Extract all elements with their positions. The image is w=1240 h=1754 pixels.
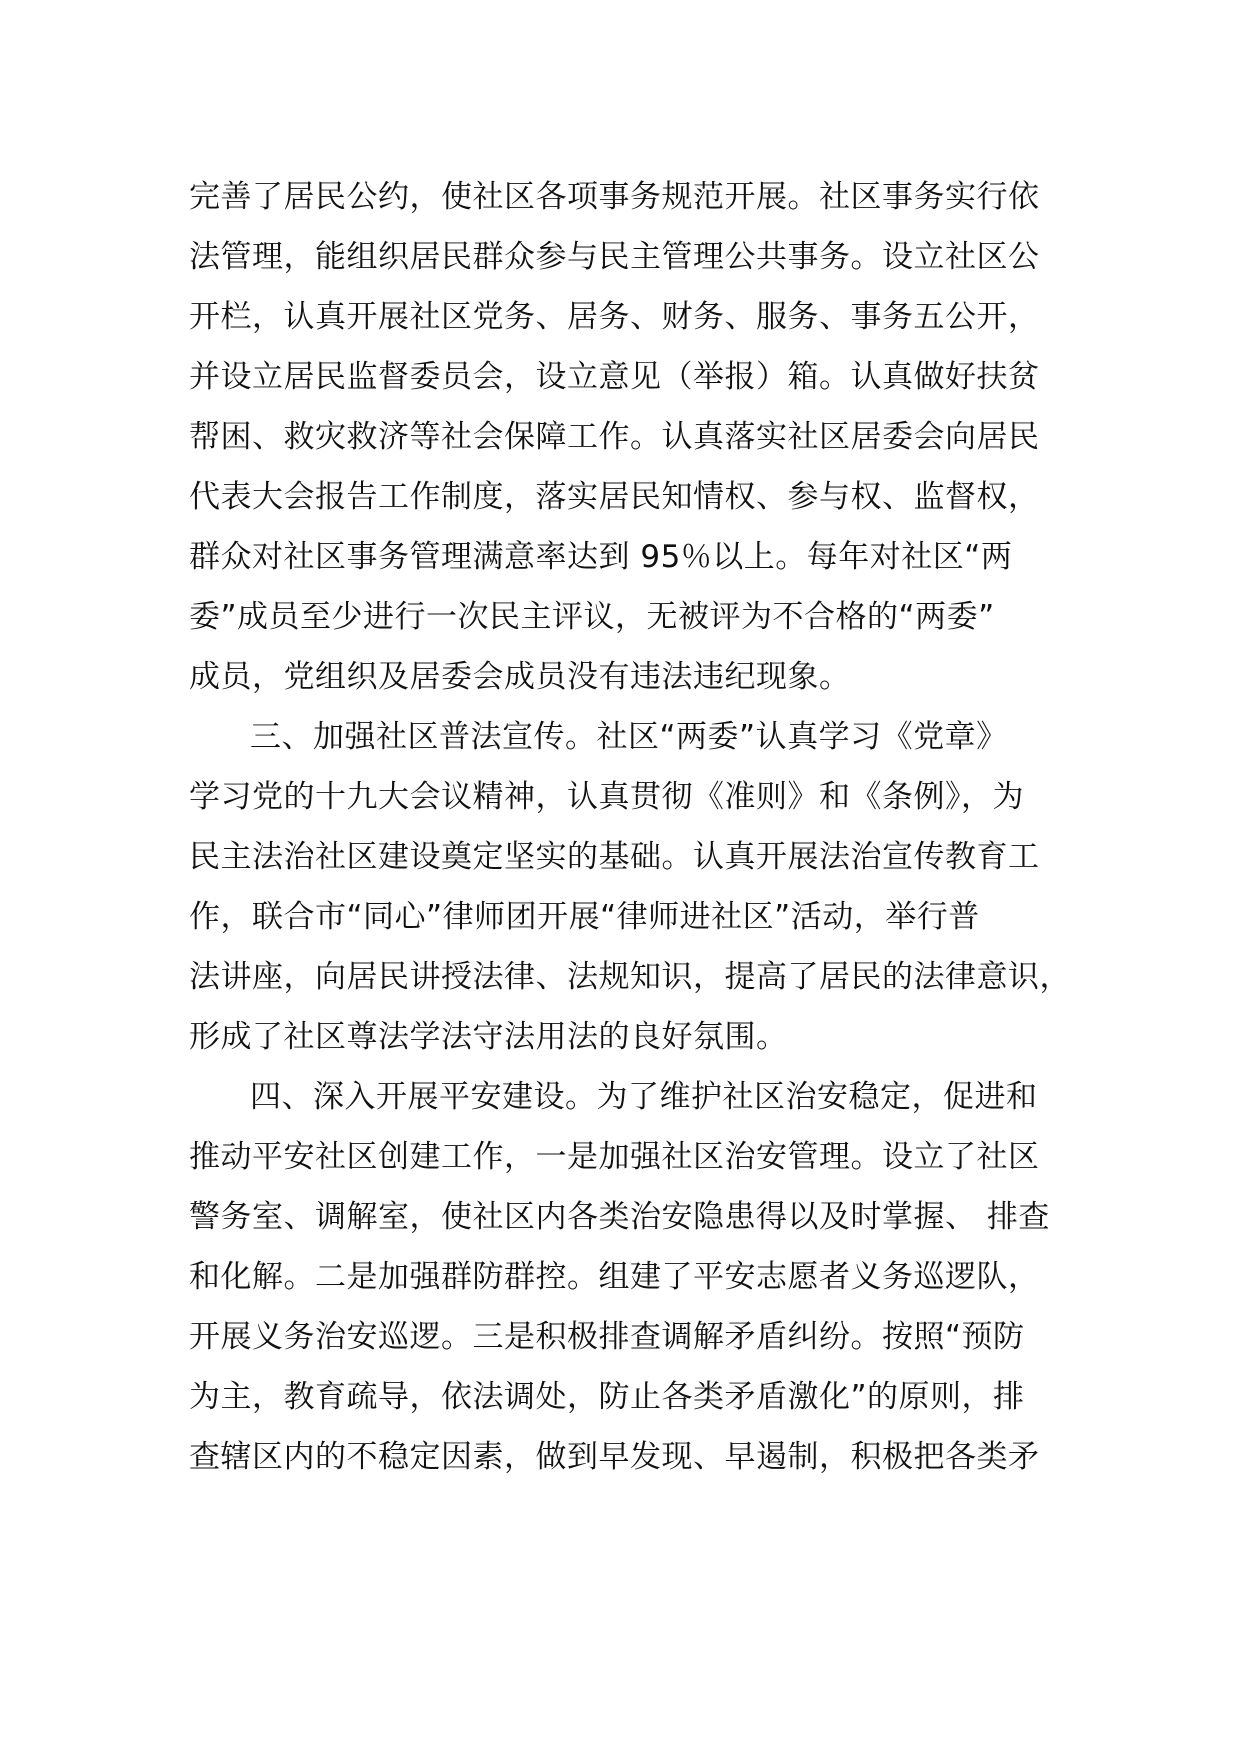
text-line: 代表大会报告工作制度，落实居民知情权、参与权、监督权， bbox=[189, 479, 1040, 515]
text-line: 完善了居民公约，使社区各项事务规范开展。社区事务实行依 bbox=[189, 179, 1040, 215]
text-line: 警务室、调解室，使社区内各类治安隐患得以及时掌握、 排查 bbox=[189, 1199, 1050, 1235]
text-line: 查辖区内的不稳定因素，做到早发现、早遏制，积极把各类矛 bbox=[189, 1439, 1040, 1475]
text-line: 并设立居民监督委员会，设立意见（举报）箱。认真做好扶贫 bbox=[189, 359, 1040, 395]
text-line: 法管理，能组织居民群众参与民主管理公共事务。设立社区公 bbox=[189, 239, 1040, 275]
text-line: 作，联合市“同心”律师团开展“律师进社区”活动，举行普 bbox=[189, 899, 980, 935]
text-line: 学习党的十九大会议精神，认真贯彻《准则》和《条例》，为 bbox=[189, 779, 1024, 815]
text-line: 民主法治社区建设奠定坚实的基础。认真开展法治宣传教育工 bbox=[189, 839, 1040, 875]
text-line: 和化解。二是加强群防群控。组建了平安志愿者义务巡逻队， bbox=[189, 1259, 1040, 1295]
paragraph-heading-4: 四、深入开展平安建设。为了维护社区治安稳定，促进和 bbox=[250, 1079, 1038, 1115]
text-line: 开展义务治安巡逻。三是积极排查调解矛盾纠纷。按照“预防 bbox=[189, 1319, 1025, 1355]
text-line: 为主，教育疏导，依法调处，防止各类矛盾激化”的原则，排 bbox=[189, 1379, 1025, 1415]
text-line: 推动平安社区创建工作，一是加强社区治安管理。设立了社区 bbox=[189, 1139, 1040, 1175]
text-line: 委”成员至少进行一次民主评议，无被评为不合格的“两委” bbox=[189, 599, 995, 635]
text-line: 法讲座，向居民讲授法律、法规知识，提高了居民的法律意识， bbox=[189, 959, 1071, 995]
text-line: 群众对社区事务管理满意率达到 95％以上。每年对社区“两 bbox=[189, 539, 1013, 575]
text-line: 形成了社区尊法学法守法用法的良好氛围。 bbox=[189, 1019, 788, 1055]
text-line: 成员，党组织及居委会成员没有违法违纪现象。 bbox=[189, 659, 851, 695]
paragraph-heading-3: 三、加强社区普法宣传。社区“两委”认真学习《党章》 bbox=[250, 719, 1008, 755]
text-line: 开栏，认真开展社区党务、居务、财务、服务、事务五公开， bbox=[189, 299, 1040, 335]
text-line: 帮困、救灾救济等社会保障工作。认真落实社区居委会向居民 bbox=[189, 419, 1040, 455]
